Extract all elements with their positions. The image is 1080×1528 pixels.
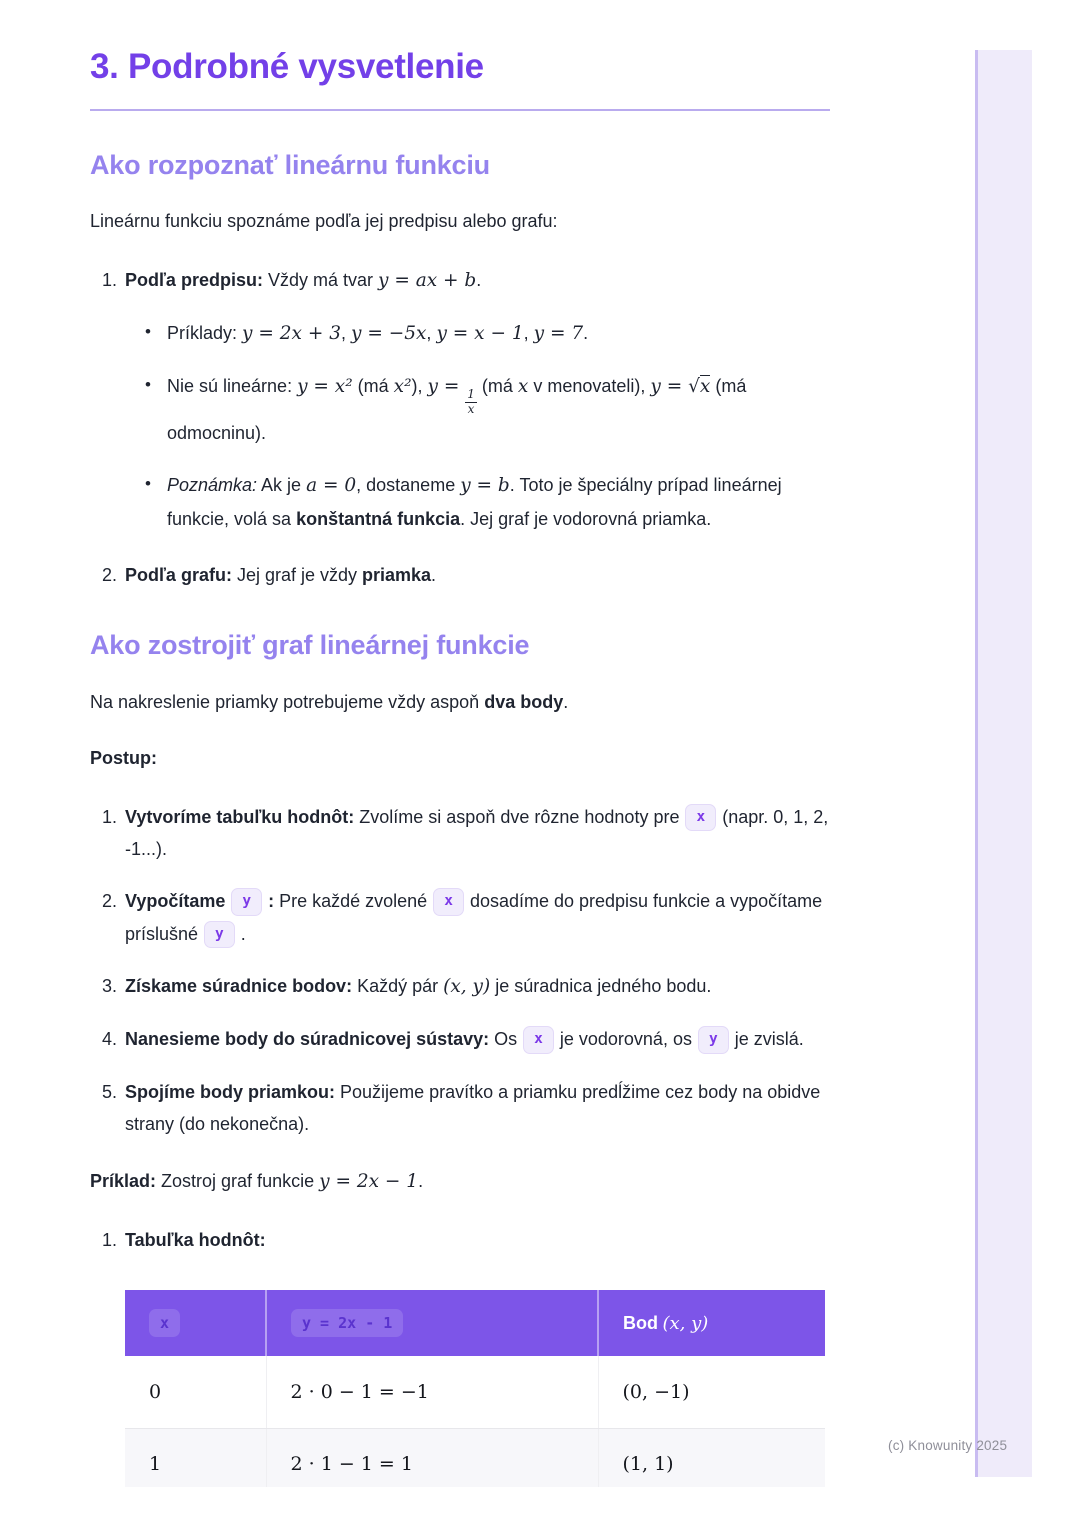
math-expression: x	[517, 376, 529, 398]
math-expression: y = 2x − 1	[319, 1170, 419, 1192]
math-expression: a = 0	[306, 475, 357, 497]
math-expression: y = −5x	[351, 323, 427, 345]
step-label: Spojíme body priamkou:	[125, 1081, 336, 1102]
step-label: Získame súradnice bodov:	[125, 976, 353, 997]
bullet-poznamka: • Poznámka: Ak je a = 0, dostaneme y = b. Toto je špeciálny prípad lineárnej funkcie, volá sa konštantná funkcia. Jej graf je vodorovná priamka.	[145, 469, 830, 535]
page-title: 3. Podrobné vysvetlenie	[90, 47, 484, 86]
table-header-row	[125, 1290, 825, 1356]
priklad-paragraph: Príklad: Zostroj graf funkcie y = 2x − 1.	[90, 1170, 424, 1192]
sqrt-symbol: √	[688, 376, 700, 398]
math-expression: x²	[393, 376, 412, 398]
content-column	[90, 46, 830, 1487]
note-label: Poznámka:	[167, 475, 258, 496]
step-label: Vypočítame	[125, 891, 226, 912]
steps-list	[90, 801, 830, 1141]
cell-point: (1, 1)	[598, 1428, 825, 1487]
header-code-x: x	[149, 1309, 180, 1337]
list-number: 4.	[101, 1029, 117, 1050]
math-expression: y = x²	[297, 376, 353, 398]
tabulka-label: Tabuľka hodnôt:	[125, 1229, 266, 1250]
bullet-priklady: • Príklady: y = 2x + 3, y = −5x, y = x − 1, y = 7.	[145, 317, 830, 350]
values-table	[125, 1290, 825, 1487]
step-label: Nanesieme body do súradnicovej sústavy:	[125, 1029, 490, 1050]
inline-code-y: y	[231, 888, 262, 916]
values-table-container	[125, 1290, 825, 1487]
list-number: 2.	[101, 891, 117, 912]
inline-code-x: x	[685, 804, 716, 832]
item-label: Podľa predpisu:	[125, 269, 263, 290]
list-number: 1.	[101, 806, 117, 827]
inline-code-x: x	[433, 888, 464, 916]
step-4: 4. Nanesieme body do súradnicovej sústavy: Os x je vodorovná, os y je zvislá.	[90, 1023, 830, 1055]
title-divider	[90, 109, 830, 111]
step-3: 3. Získame súradnice bodov: Každý pár (x, y) je súradnica jedného bodu.	[90, 970, 830, 1003]
list-number: 1.	[101, 269, 117, 290]
math-expression: y = ax + b	[377, 269, 477, 291]
math-expression: y =	[427, 376, 466, 398]
table-row	[125, 1356, 825, 1428]
recognition-list	[90, 264, 830, 592]
footer-credit: (c) Knowunity 2025	[888, 1438, 1008, 1453]
list-number: 3.	[101, 976, 117, 997]
list-item-podla-predpisu: 1. Podľa predpisu: Vždy má tvar y = ax + b. • Príklady: y = 2x + 3, y = −5x, y = x − 1, y = 7. • Nie sú lineárne: y = x² (má x²), y = $\frac{1}{x}$ (má x v menovateli), y = √x (má odmocninu). • Poznámka: Ak je a = 0, dostaneme y = b. Toto je špeciálny prípad lineárnej funkcie, volá sa konštantná funkcia. Jej graf je vodorovná priamka.	[90, 264, 830, 539]
bullet-marker: •	[145, 322, 151, 342]
cell-calculation: 2 · 1 − 1 = 1	[266, 1428, 598, 1487]
header-code-formula: y = 2x - 1	[291, 1309, 403, 1337]
header-cell-formula	[266, 1290, 598, 1356]
cell-point: (0, −1)	[598, 1356, 825, 1428]
inline-code-y: y	[698, 1026, 729, 1054]
page-side-strip	[975, 50, 1032, 1477]
sub-bullet-list	[145, 317, 830, 535]
inline-code-x: x	[523, 1026, 554, 1054]
math-expression: y = b	[460, 475, 510, 497]
tabulka-list	[90, 1224, 830, 1256]
inline-code-y: y	[204, 921, 235, 949]
tabulka-item	[90, 1224, 830, 1256]
cell-x-value: 1	[125, 1428, 266, 1487]
math-expression: y = √x	[650, 376, 711, 398]
item-label: Podľa grafu:	[125, 565, 232, 586]
emphasized-term: konštantná funkcia	[296, 508, 461, 529]
header-math-xy: (x, y)	[662, 1312, 709, 1334]
table-row	[125, 1428, 825, 1487]
construction-intro: Na nakreslenie priamky potrebujeme vždy aspoň dva body.	[90, 691, 569, 712]
section-title-rozpoznat: Ako rozpoznať lineárnu funkciu	[90, 150, 490, 180]
section-title-zostrojit: Ako zostrojiť graf lineárnej funkcie	[90, 630, 530, 661]
math-expression: y = 7	[533, 323, 584, 345]
header-cell-bod: Bod (x, y)	[598, 1290, 825, 1356]
emphasized-term: dva body	[484, 691, 564, 712]
list-number: 2.	[101, 565, 117, 586]
list-number: 1.	[101, 1229, 117, 1250]
step-5: 5. Spojíme body priamkou: Použijeme pravítko a priamku predĺžime cez body na obidve strany (do nekonečna).	[90, 1076, 830, 1141]
math-expression: y = 2x + 3	[242, 323, 341, 345]
cell-x-value: 0	[125, 1356, 266, 1428]
bullet-marker: •	[145, 375, 151, 395]
step-label: Vytvoríme tabuľku hodnôt:	[125, 806, 355, 827]
postup-label: Postup:	[90, 748, 157, 769]
math-expression: y = x − 1	[436, 323, 524, 345]
step-1: 1. Vytvoríme tabuľku hodnôt: Zvolíme si aspoň dve rôzne hodnoty pre x (napr. 0, 1, 2, -1...).	[90, 801, 830, 866]
intro-paragraph: Lineárnu funkciu spoznáme podľa jej predpisu alebo grafu:	[90, 211, 558, 232]
header-cell-x	[125, 1290, 266, 1356]
bullet-nie-su-linearne: • Nie sú lineárne: y = x² (má x²), y = $\frac{1}{x}$ (má x v menovateli), y = √x (má odmocninu).	[145, 370, 830, 449]
cell-calculation: 2 · 0 − 1 = −1	[266, 1356, 598, 1428]
bullet-marker: •	[145, 474, 151, 494]
math-expression: (x, y)	[443, 976, 491, 998]
math-fraction: $\frac{1}{x}$	[467, 387, 475, 417]
priklad-label: Príklad:	[90, 1170, 157, 1191]
step-2: 2. Vypočítame y : Pre každé zvolené x dosadíme do predpisu funkcie a vypočítame príslušné y .	[90, 885, 830, 950]
list-item-podla-grafu: 2. Podľa grafu: Jej graf je vždy priamka.	[90, 559, 830, 591]
emphasized-term: priamka	[362, 565, 432, 586]
list-number: 5.	[101, 1081, 117, 1102]
